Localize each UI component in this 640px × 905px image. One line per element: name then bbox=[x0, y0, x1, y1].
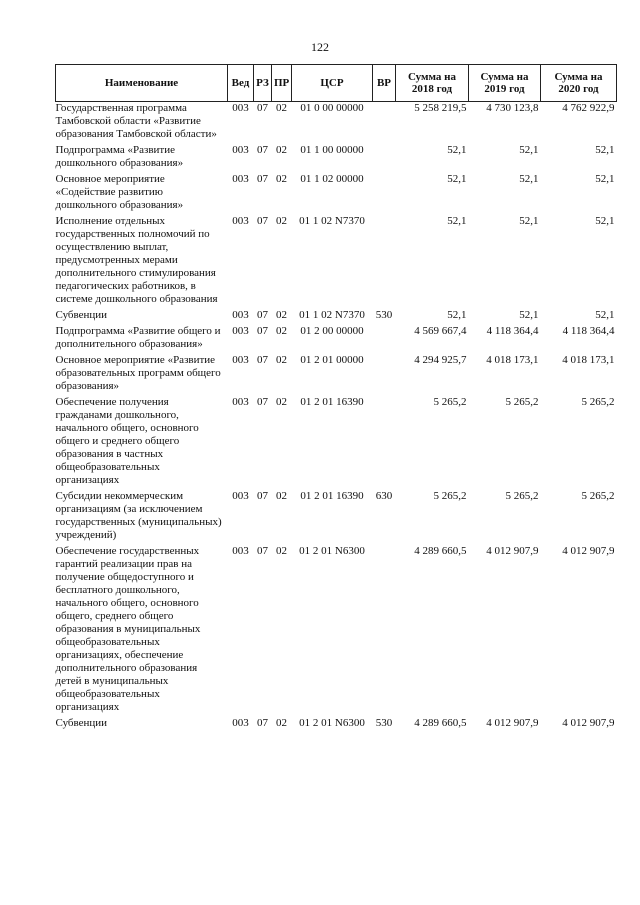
row-amount-2019: 52,1 bbox=[519, 144, 539, 156]
row-ved: 003 bbox=[232, 325, 249, 337]
row-name: Подпрограмма «Развитие общего и дополнительного образования» bbox=[55, 325, 221, 350]
row-vr bbox=[373, 396, 396, 490]
row-amount-2019: 4 730 123,8 bbox=[486, 102, 539, 114]
row-amount-2018: 4 289 660,5 bbox=[414, 717, 467, 729]
row-vr: 530 bbox=[375, 309, 393, 321]
header-rz: РЗ bbox=[254, 65, 272, 102]
row-name: Исполнение отдельных государственных полномочий по осуществлению выплат, предусмотренных мерами дополнительного стимулирования педагогических работников, в системе дошкольного образования bbox=[55, 215, 218, 305]
row-rz: 07 bbox=[257, 325, 268, 337]
row-csr: 01 2 01 N6300 bbox=[299, 545, 365, 557]
row-amount-2018: 5 258 219,5 bbox=[414, 102, 467, 114]
row-name: Обеспечение получения гражданами дошкольного, начального общего, основного общего и среднего общего образования в частных общеобразовательных организациях bbox=[55, 396, 199, 486]
row-csr: 01 2 00 00000 bbox=[300, 325, 364, 337]
table-row bbox=[56, 354, 617, 396]
row-csr: 01 2 01 16390 bbox=[300, 396, 364, 408]
row-pr: 02 bbox=[276, 144, 287, 156]
row-pr: 02 bbox=[276, 102, 287, 114]
row-amount-2020: 52,1 bbox=[595, 309, 615, 321]
row-amount-2018: 52,1 bbox=[447, 144, 467, 156]
table-row bbox=[56, 215, 617, 309]
row-vr bbox=[373, 144, 396, 173]
row-amount-2020: 52,1 bbox=[595, 144, 615, 156]
row-name: Государственная программа Тамбовской области «Развитие образования Тамбовской области» bbox=[55, 102, 217, 140]
row-amount-2018: 4 569 667,4 bbox=[414, 325, 467, 337]
row-csr: 01 1 02 N7370 bbox=[299, 309, 365, 321]
row-pr: 02 bbox=[276, 173, 287, 185]
row-name: Субсидии некоммерческим организациям (за исключением государственных (муниципальных) учреждений) bbox=[55, 490, 222, 541]
row-amount-2020: 4 762 922,9 bbox=[562, 102, 615, 114]
row-amount-2018: 5 265,2 bbox=[433, 490, 467, 502]
row-amount-2020: 4 012 907,9 bbox=[562, 717, 615, 729]
header-2018: Сумма на 2018 год bbox=[396, 65, 469, 102]
row-rz: 07 bbox=[257, 545, 268, 557]
header-ved: Вед bbox=[228, 65, 254, 102]
budget-table bbox=[55, 64, 617, 733]
header-pr: ПР bbox=[272, 65, 292, 102]
table-row bbox=[56, 490, 617, 545]
row-amount-2020: 52,1 bbox=[595, 173, 615, 185]
table-row bbox=[56, 325, 617, 354]
header-2019: Сумма на 2019 год bbox=[469, 65, 541, 102]
header-csr: ЦСР bbox=[292, 65, 373, 102]
row-name: Основное мероприятие «Развитие образовательных программ общего образования» bbox=[55, 354, 221, 392]
row-csr: 01 1 02 N7370 bbox=[299, 215, 365, 227]
row-name: Субвенции bbox=[55, 309, 108, 321]
row-amount-2020: 52,1 bbox=[595, 215, 615, 227]
row-ved: 003 bbox=[232, 144, 249, 156]
row-csr: 01 2 01 16390 bbox=[300, 490, 364, 502]
row-rz: 07 bbox=[257, 102, 268, 114]
row-ved: 003 bbox=[232, 396, 249, 408]
table-row bbox=[56, 309, 617, 325]
row-vr bbox=[373, 102, 396, 145]
row-ved: 003 bbox=[232, 490, 249, 502]
row-vr bbox=[373, 173, 396, 215]
row-amount-2018: 52,1 bbox=[447, 173, 467, 185]
table-body bbox=[56, 102, 617, 734]
row-amount-2019: 5 265,2 bbox=[505, 396, 539, 408]
row-vr: 530 bbox=[375, 717, 393, 729]
row-ved: 003 bbox=[232, 309, 249, 321]
row-vr bbox=[373, 545, 396, 717]
row-csr: 01 1 00 00000 bbox=[300, 144, 364, 156]
row-rz: 07 bbox=[257, 309, 268, 321]
row-amount-2019: 4 012 907,9 bbox=[486, 717, 539, 729]
row-pr: 02 bbox=[276, 325, 287, 337]
row-rz: 07 bbox=[257, 490, 268, 502]
header-row bbox=[56, 65, 617, 102]
row-csr: 01 2 01 N6300 bbox=[299, 717, 365, 729]
row-amount-2020: 4 018 173,1 bbox=[562, 354, 615, 366]
row-ved: 003 bbox=[232, 354, 249, 366]
row-amount-2018: 5 265,2 bbox=[433, 396, 467, 408]
row-csr: 01 1 02 00000 bbox=[300, 173, 364, 185]
row-name: Субвенции bbox=[55, 717, 108, 729]
row-amount-2020: 5 265,2 bbox=[581, 490, 615, 502]
table-row bbox=[56, 545, 617, 717]
header-2020: Сумма на 2020 год bbox=[541, 65, 617, 102]
table-row bbox=[56, 102, 617, 145]
row-rz: 07 bbox=[257, 144, 268, 156]
row-pr: 02 bbox=[276, 309, 287, 321]
row-name: Основное мероприятие «Содействие развитию дошкольного образования» bbox=[55, 173, 184, 211]
row-amount-2018: 4 289 660,5 bbox=[414, 545, 467, 557]
row-pr: 02 bbox=[276, 490, 287, 502]
row-pr: 02 bbox=[276, 717, 287, 729]
row-csr: 01 2 01 00000 bbox=[300, 354, 364, 366]
row-amount-2018: 52,1 bbox=[447, 215, 467, 227]
row-ved: 003 bbox=[232, 102, 249, 114]
row-ved: 003 bbox=[232, 173, 249, 185]
row-amount-2020: 5 265,2 bbox=[581, 396, 615, 408]
row-amount-2019: 52,1 bbox=[519, 309, 539, 321]
table-row bbox=[56, 717, 617, 733]
row-name: Подпрограмма «Развитие дошкольного образования» bbox=[55, 144, 184, 169]
table-row bbox=[56, 144, 617, 173]
row-rz: 07 bbox=[257, 717, 268, 729]
header-vr: ВР bbox=[373, 65, 396, 102]
row-pr: 02 bbox=[276, 545, 287, 557]
row-ved: 003 bbox=[232, 717, 249, 729]
row-amount-2019: 52,1 bbox=[519, 215, 539, 227]
table-row bbox=[56, 396, 617, 490]
row-amount-2018: 52,1 bbox=[447, 309, 467, 321]
page-number: 122 bbox=[311, 40, 329, 54]
row-amount-2020: 4 118 364,4 bbox=[562, 325, 615, 337]
row-vr: 630 bbox=[375, 490, 393, 502]
row-rz: 07 bbox=[257, 215, 268, 227]
row-amount-2018: 4 294 925,7 bbox=[414, 354, 467, 366]
row-csr: 01 0 00 00000 bbox=[300, 102, 364, 114]
row-vr bbox=[373, 215, 396, 309]
row-vr bbox=[373, 325, 396, 354]
row-amount-2019: 52,1 bbox=[519, 173, 539, 185]
row-rz: 07 bbox=[257, 173, 268, 185]
row-pr: 02 bbox=[276, 396, 287, 408]
row-rz: 07 bbox=[257, 396, 268, 408]
row-ved: 003 bbox=[232, 545, 249, 557]
row-name: Обеспечение государственных гарантий реализации прав на получение общедоступного и бесплатного дошкольного, начального общего, основного общего, среднего общего образования в муниципальных общеобразовательных организациях, обеспечение дополнительного образования детей в муниципальных общеобразовательных организациях bbox=[55, 545, 201, 713]
row-rz: 07 bbox=[257, 354, 268, 366]
header-name: Наименование bbox=[56, 65, 228, 102]
row-amount-2019: 4 118 364,4 bbox=[486, 325, 539, 337]
row-amount-2019: 5 265,2 bbox=[505, 490, 539, 502]
row-pr: 02 bbox=[276, 215, 287, 227]
row-vr bbox=[373, 354, 396, 396]
table-row bbox=[56, 173, 617, 215]
row-ved: 003 bbox=[232, 215, 249, 227]
row-amount-2020: 4 012 907,9 bbox=[562, 545, 615, 557]
row-amount-2019: 4 018 173,1 bbox=[486, 354, 539, 366]
row-pr: 02 bbox=[276, 354, 287, 366]
row-amount-2019: 4 012 907,9 bbox=[486, 545, 539, 557]
